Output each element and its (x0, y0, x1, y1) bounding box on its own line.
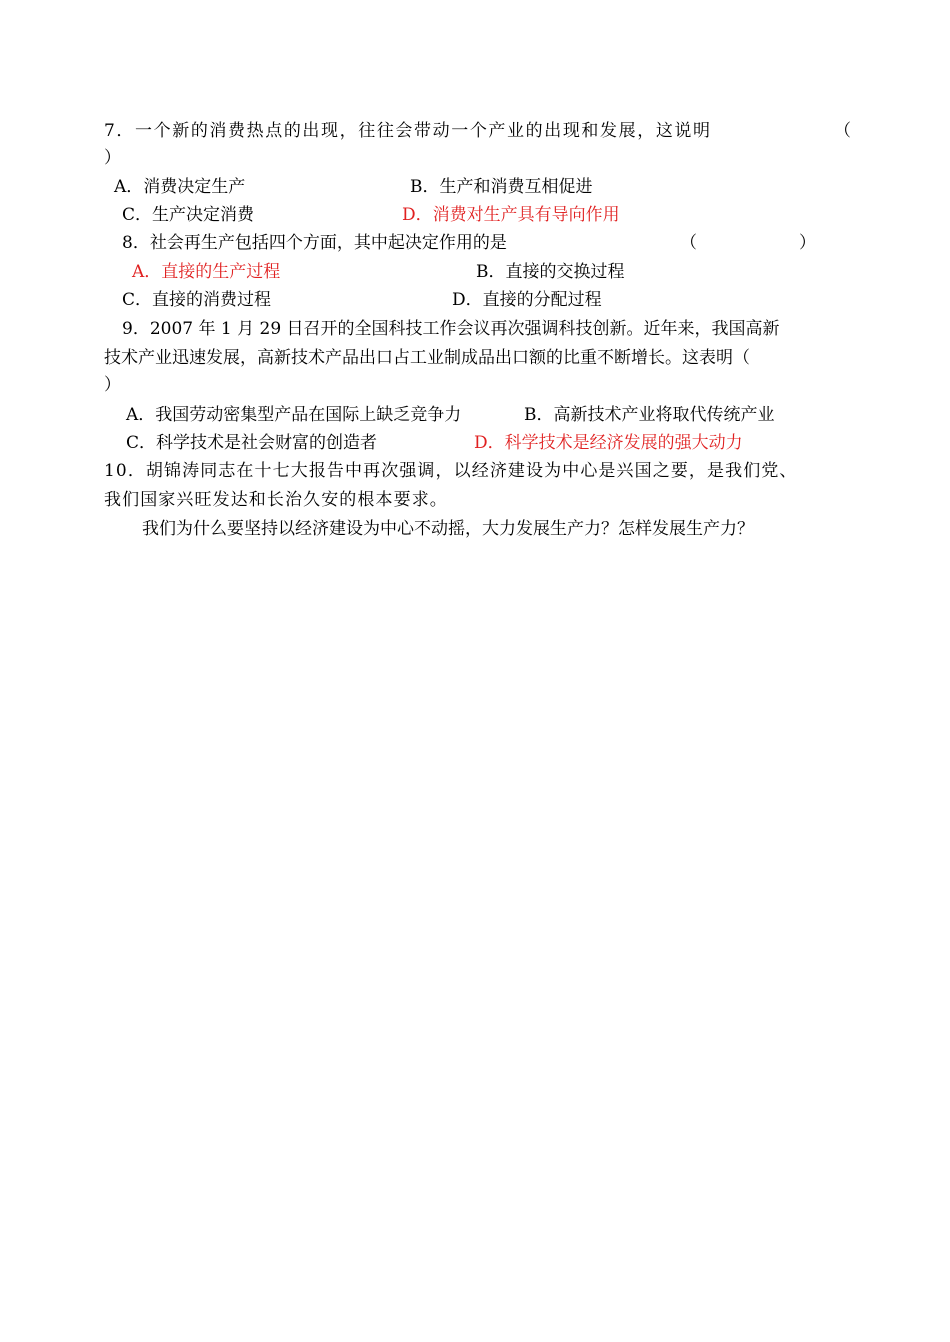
q9-option-c: C．科学技术是社会财富的创造者 (126, 433, 378, 453)
q7-paren-open: （ (834, 121, 851, 141)
q7-option-c: C．生产决定消费 (122, 205, 255, 225)
q8-answer-paren: （ ） (680, 233, 816, 253)
q8-option-c: C．直接的消费过程 (122, 290, 272, 310)
q10-stem-line-2: 我们国家兴旺发达和长治久安的根本要求。 (104, 490, 448, 510)
q7-option-b: B．生产和消费互相促进 (410, 177, 593, 197)
q8-option-d: D．直接的分配过程 (452, 290, 602, 310)
q7-stem: 7．一个新的消费热点的出现，往往会带动一个产业的出现和发展，这说明 (104, 121, 712, 141)
q10-question: 我们为什么要坚持以经济建设为中心不动摇，大力发展生产力？怎样发展生产力？ (142, 519, 754, 539)
q9-stem-line-1: 9．2007 年 1 月 29 日召开的全国科技工作会议再次强调科技创新。近年来，我国高新 (122, 319, 780, 339)
q7-option-d-answer: D．消费对生产具有导向作用 (402, 205, 620, 225)
q9-option-a: A．我国劳动密集型产品在国际上缺乏竞争力 (126, 405, 462, 425)
q9-option-b: B．高新技术产业将取代传统产业 (524, 405, 775, 425)
q9-option-d-answer: D．科学技术是经济发展的强大动力 (474, 433, 743, 453)
q9-paren-close: ） (104, 375, 121, 395)
q7-option-a: A．消费决定生产 (114, 177, 246, 197)
q10-stem-line-1: 10．胡锦涛同志在十七大报告中再次强调，以经济建设为中心是兴国之要，是我们党、 (104, 461, 798, 481)
q7-paren-close: ） (104, 148, 121, 168)
q8-option-b: B．直接的交换过程 (476, 262, 625, 282)
q9-stem-line-2: 技术产业迅速发展，高新技术产品出口占工业制成品出口额的比重不断增长。这表明（ (104, 348, 750, 368)
q8-option-a-answer: A．直接的生产过程 (132, 262, 281, 282)
q8-stem: 8．社会再生产包括四个方面，其中起决定作用的是 (122, 233, 507, 253)
